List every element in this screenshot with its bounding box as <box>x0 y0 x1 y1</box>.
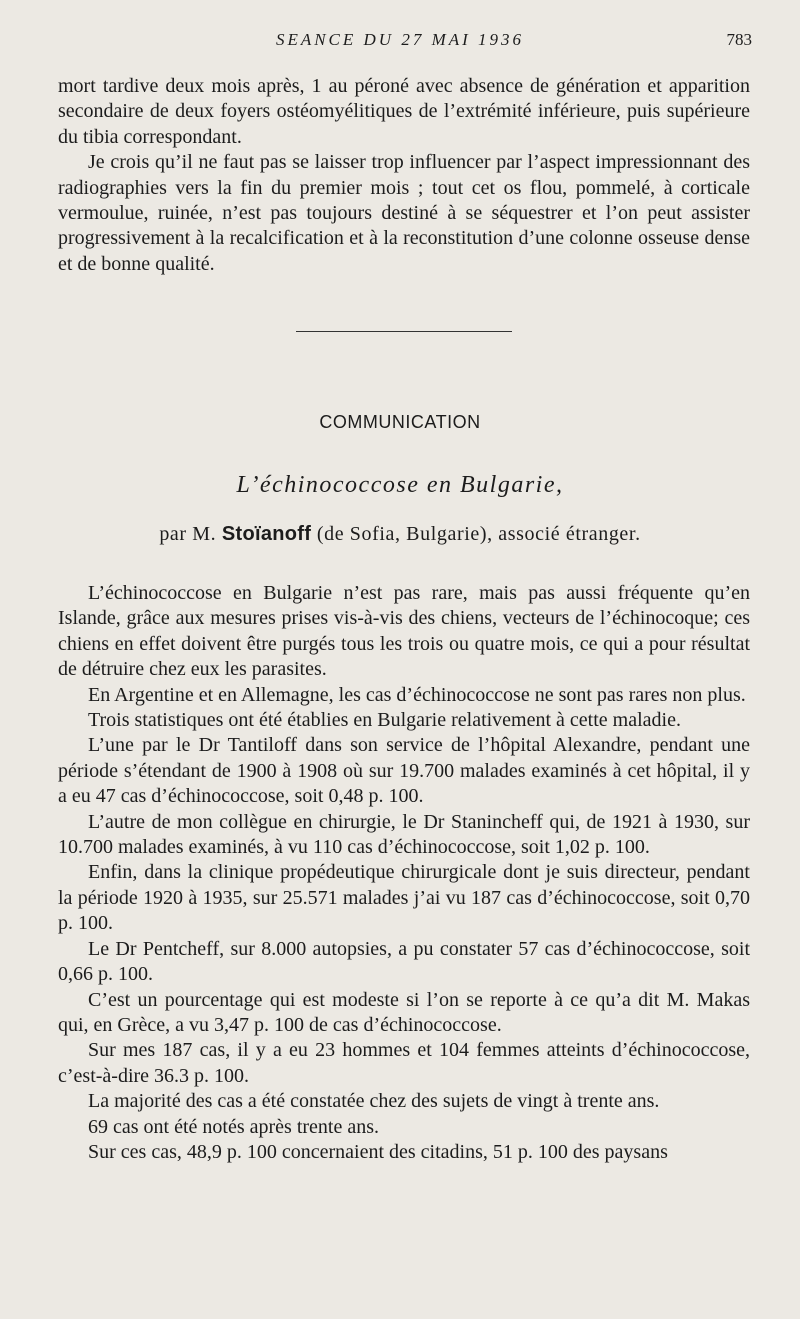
section-label: COMMUNICATION <box>319 412 481 432</box>
paragraph: La majorité des cas a été constatée chez des sujets de vingt à trente ans. <box>88 1090 660 1113</box>
paragraph: 69 cas ont été notés après trente ans. <box>88 1115 380 1138</box>
article-body <box>58 581 750 1165</box>
paragraph: L’autre de mon collègue en chirurgie, le Dr Stanincheff qui, de 1921 à 1930, sur 10.700 malades examinés, à vu 110 cas d’échinococcose, soit 1,02 p. 100. <box>58 810 750 859</box>
paragraph: L’échinococcose en Bulgarie n’est pas rare, mais pas aussi fréquente qu’en Islande, grâce aux mesures prises vis-à-vis des chiens, vecteurs de l’échinocoque; ces chiens en effet doivent être purgés tous les trois ou quatre mois, ce qui a pour résultat de détruire chez eux les parasites. <box>58 582 750 681</box>
continuation-text <box>58 74 750 277</box>
paragraph: Trois statistiques ont été établies en Bulgarie relativement à cette maladie. <box>88 709 681 732</box>
author-name: Stoïanoff <box>221 523 312 545</box>
running-title: SEANCE DU 27 MAI 1936 <box>275 30 525 49</box>
paragraph: Sur mes 187 cas, il y a eu 23 hommes et 104 femmes atteints d’échinococcose, c’est-à-dire 36.3 p. 100. <box>58 1039 750 1087</box>
paragraph: Je crois qu’il ne faut pas se laisser trop influencer par l’aspect impressionnant des radiographies vers la fin du premier mois ; tout cet os flou, pommelé, à corticale vermoulue, ruinée, n’est pas toujours destiné à se séquestrer et l’on peut assister progressivement à la recalcification et à la reconstitution d’une colonne osseuse dense et de bonne qualité. <box>58 151 750 275</box>
paragraph: Le Dr Pentcheff, sur 8.000 autopsies, a pu constater 57 cas d’échinococcose, soit 0,66 p. 100. <box>58 937 750 986</box>
page-number: 783 <box>726 30 752 49</box>
section-divider <box>296 331 512 332</box>
paragraph: Sur ces cas, 48,9 p. 100 concernaient des citadins, 51 p. 100 des paysans <box>88 1140 668 1163</box>
running-header <box>0 30 800 54</box>
paragraph: C’est un pourcentage qui est modeste si l’on se reporte à ce qu’a dit M. Makas qui, en Grèce, a vu 3,47 p. 100 de cas d’échinococcose. <box>58 988 750 1036</box>
byline-prefix: par M. <box>159 523 217 545</box>
paragraph: mort tardive deux mois après, 1 au péroné avec absence de génération et apparition secondaire de deux foyers ostéomyélitiques de l’extrémité inférieure, puis supérieure du tibia correspondant. <box>58 75 750 148</box>
paragraph: En Argentine et en Allemagne, les cas d’échinococcose ne sont pas rares non plus. <box>88 683 746 706</box>
byline-suffix: (de Sofia, Bulgarie), associé étranger. <box>316 523 641 545</box>
paragraph: Enfin, dans la clinique propédeutique chirurgicale dont je suis directeur, pendant la période 1920 à 1935, sur 25.571 malades j’ai vu 187 cas d’échinococcose, soit 0,70 p. 100. <box>58 861 750 935</box>
paragraph: L’une par le Dr Tantiloff dans son service de l’hôpital Alexandre, pendant une période s’étendant de 1900 à 1908 où sur 19.700 malades examinés à cet hôpital, il y a eu 47 cas d’échinococcose, soit 0,48 p. 100. <box>58 734 750 808</box>
byline <box>0 523 800 546</box>
article-title: L’échinococcose en Bulgarie, <box>236 472 564 498</box>
